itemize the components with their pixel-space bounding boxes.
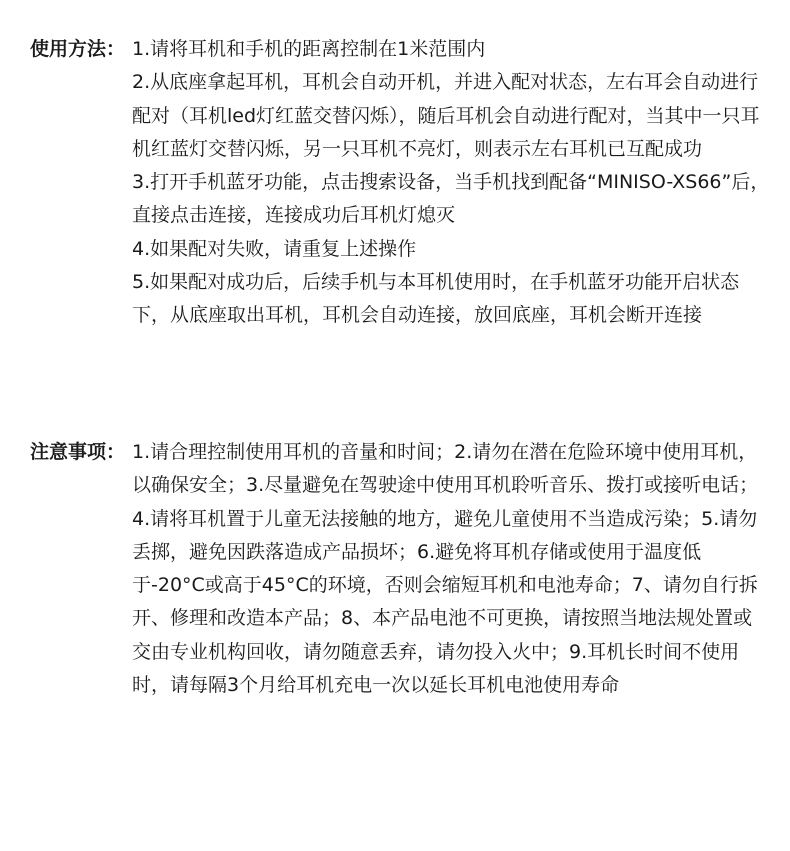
precautions-text: 1.请合理控制使用耳机的音量和时间；2.请勿在潜在危险环境中使用耳机，以确保安全；3.尽量避免在驾驶途中使用耳机聆听音乐、拨打或接听电话；4.请将耳机置于儿童无法接触的地方，避免儿童使用不当造成污染；5.请勿丢掷，避免因跌落造成产品损坏；6.避免将耳机存储或使用于温度低于-20°C或高于45°C的环境，否则会缩短耳机和电池寿命；7、请勿自行拆开、修理和改造本产品；8、本产品电池不可更换，请按照当地法规处置或交由专业机构回收，请勿随意丢弃，请勿投入火中；9.耳机长时间不使用时，请每隔3个月给耳机充电一次以延长耳机电池使用寿命	[132, 441, 759, 697]
usage-step-3: 3.打开手机蓝牙功能，点击搜索设备，当手机找到配备“MINISO-XS66”后，直接点击连接，连接成功后耳机灯熄灭	[132, 171, 770, 227]
usage-step-4: 4.如果配对失败，请重复上述操作	[132, 237, 417, 260]
usage-steps	[132, 33, 770, 333]
usage-step-2: 2.从底座拿起耳机，耳机会自动开机，并进入配对状态，左右耳会自动进行配对（耳机led灯红蓝交替闪烁），随后耳机会自动进行配对，当其中一只耳机红蓝灯交替闪烁，另一只耳机不亮灯，则表示左右耳机已互配成功	[132, 71, 760, 160]
precautions-section	[30, 436, 770, 702]
usage-step-5: 5.如果配对成功后，后续手机与本耳机使用时，在手机蓝牙功能开启状态下，从底座取出耳机，耳机会自动连接，放回底座，耳机会断开连接	[132, 271, 740, 327]
usage-label: 使用方法：	[30, 38, 126, 60]
precautions-label: 注意事项：	[30, 441, 126, 463]
usage-instructions-section	[30, 33, 770, 333]
usage-step-1: 1.请将耳机和手机的距离控制在1米范围内	[132, 38, 486, 60]
